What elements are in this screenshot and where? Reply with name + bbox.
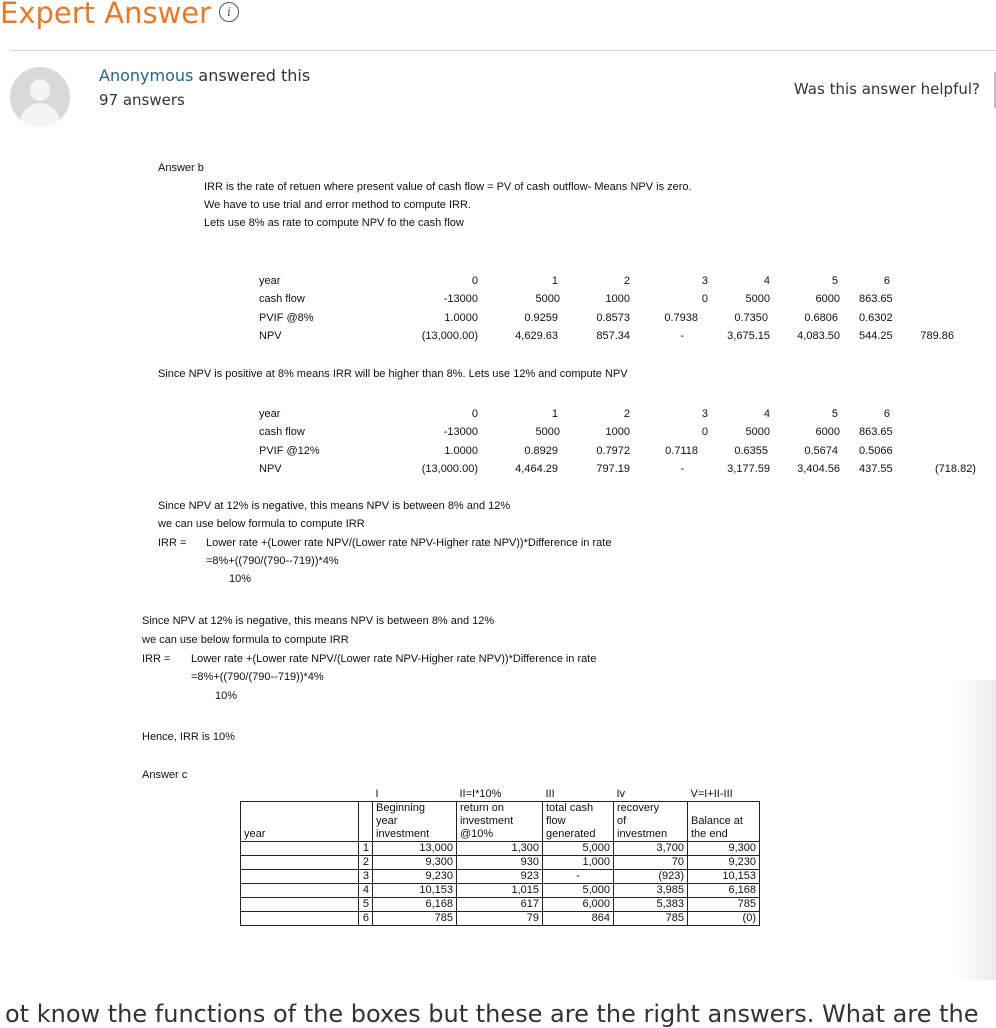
irr-calc: =8%+((790/(790--719))*4% [206,555,339,567]
column-header [688,802,760,816]
info-icon[interactable]: i [219,2,239,22]
table-cell: 785 [614,912,688,926]
table-cell: 1 [359,842,373,856]
column-header: generated [543,828,614,842]
column-header: @10% [457,828,543,842]
row-label: NPV [259,463,282,475]
table-row [241,842,760,856]
table-cell: 5000 [745,426,770,438]
header-divider [10,50,996,51]
table-cell: 923 [457,870,543,884]
irr-formula: Lower rate +(Lower rate NPV/(Lower rate NPV-Higher rate NPV))*Difference in rate [191,653,597,665]
row-label: cash flow [259,293,305,305]
table-cell: 0.7118 [665,445,698,457]
table-cell: 1,000 [543,856,614,870]
table-cell: 1,015 [457,884,543,898]
author-link[interactable]: Anonymous [99,66,194,85]
column-header: investment [457,815,543,828]
column-header: of [614,815,688,828]
paragraph: Since NPV at 12% is negative, this means NPV is between 8% and 12% [142,615,495,627]
answer-b-heading: Answer b [158,162,204,174]
column-header: Beginning [373,802,457,816]
table-cell: 4 [763,408,770,420]
table-cell: 1 [551,408,558,420]
row-label: year [259,408,281,420]
table-cell: 1 [551,275,558,287]
intro-line: IRR is the rate of retuen where present value of cash flow = PV of cash outflow- Means NPV is zero. [204,181,692,193]
column-header: Iv [616,788,626,800]
row-label: year [259,275,281,287]
table-cell: 0.5674 [804,445,838,457]
table-cell: 0.6355 [734,445,768,457]
table-cell: 5000 [535,293,560,305]
table-cell: 0.7972 [596,445,630,457]
table-cell: - [680,463,684,475]
table-row [241,912,760,926]
table-cell: 4,083.50 [797,330,840,342]
table-cell: 3 [701,408,708,420]
table-cell: 9,230 [688,856,760,870]
column-header: flow [543,815,614,828]
table-cell: 70 [614,856,688,870]
paragraph: Since NPV is positive at 8% means IRR will be higher than 8%. Lets use 12% and compute NPV [158,368,628,380]
table-cell: 6000 [815,293,840,305]
table-row [241,884,760,898]
table-cell: 785 [373,912,457,926]
table-cell: 1000 [605,293,630,305]
table-cell: 863.65 [859,426,893,438]
author-suffix: answered this [193,66,311,85]
page-title [0,0,239,30]
table-cell: 1,300 [457,842,543,856]
table-cell: 6,168 [373,898,457,912]
table-cell: 3,177.59 [727,463,770,475]
column-header: I [375,788,379,800]
table-cell: 0.5066 [859,445,893,457]
column-header: the end [688,828,760,842]
column-header: investment [373,828,457,842]
table-cell: 79 [457,912,543,926]
column-header: III [545,788,555,800]
page-title-text: Expert Answer [0,0,212,30]
table-cell: 0.7350 [734,312,768,324]
row-label: PVIF @12% [259,445,320,457]
table-cell: 0.6806 [804,312,838,324]
avatar [10,67,70,127]
table-cell: 617 [457,898,543,912]
table-cell: 6,168 [688,884,760,898]
table-cell: 10,153 [373,884,457,898]
table-cell: 3,700 [614,842,688,856]
table-cell: 0 [701,426,708,438]
table-cell: 5 [359,898,373,912]
table-cell: - [680,330,684,342]
comment-text: ot know the functions of the boxes but these are the right answers. What are the [5,1000,979,1028]
table-cell: -13000 [443,293,478,305]
table-cell: 930 [457,856,543,870]
table-cell: 3,404.56 [797,463,840,475]
table-cell: (13,000.00) [421,330,478,342]
table-cell: 0.8929 [524,445,558,457]
recovery-table [240,788,760,926]
irr-calc: =8%+((790/(790--719))*4% [191,671,324,683]
table-cell: 6,000 [543,898,614,912]
table-cell: 6 [883,275,890,287]
row-label: NPV [259,330,282,342]
table-cell: 1.0000 [444,445,478,457]
paragraph: we can use below formula to compute IRR [158,518,365,530]
edge-shadow [956,680,996,980]
table-cell: 1.0000 [444,312,478,324]
table-row [241,856,760,870]
table-cell: 0 [701,293,708,305]
table-cell: 5,000 [543,842,614,856]
table-cell: 5,000 [543,884,614,898]
table-cell: 785 [688,898,760,912]
table-cell: 5000 [535,426,560,438]
table-cell: 3 [701,275,708,287]
conclusion: Hence, IRR is 10% [142,731,235,743]
irr-result: 10% [229,573,252,585]
irr-label: IRR = [158,537,187,549]
table-cell: 2 [623,408,630,420]
table-cell: 0.6302 [859,312,893,324]
table-row [241,898,760,912]
table-cell: 4 [359,884,373,898]
row-label: PVIF @8% [259,312,314,324]
paragraph: we can use below formula to compute IRR [142,634,349,646]
table-cell: 10,153 [688,870,760,884]
paragraph: Since NPV at 12% is negative, this means NPV is between 8% and 12% [158,500,511,512]
column-header: total cash [543,802,614,816]
table-cell: 797.19 [596,463,630,475]
table-cell: 2 [623,275,630,287]
irr-label: IRR = [142,653,171,665]
column-header: recovery [614,802,688,816]
table-cell: 863.65 [859,293,893,305]
helpful-prompt: Was this answer helpful? [793,80,980,98]
table-cell: 6 [883,408,890,420]
table-cell: 0 [471,408,478,420]
table-cell: 544.25 [859,330,893,342]
table-cell: 5 [831,275,838,287]
table-cell: 6000 [815,426,840,438]
table-cell: 1000 [605,426,630,438]
npv-total: 789.86 [920,330,954,342]
column-header: Balance at [688,815,760,828]
table-cell: 5 [831,408,838,420]
irr-result: 10% [215,690,238,702]
table-cell: 4,464.29 [515,463,558,475]
table-cell: 864 [543,912,614,926]
table-cell: 4,629.63 [515,330,558,342]
table-cell: -13000 [443,426,478,438]
author-line [99,66,310,85]
table-cell: 4 [763,275,770,287]
answers-count: 97 answers [99,91,185,109]
table-cell: 857.34 [596,330,630,342]
table-cell: 437.55 [859,463,893,475]
table-cell: 0 [471,275,478,287]
column-header: II=I*10% [459,788,502,800]
table-cell: (0) [688,912,760,926]
table-cell: 3,985 [614,884,688,898]
table-row [241,870,760,884]
npv-total: (718.82) [935,463,976,475]
table-cell: 0.7938 [664,312,698,324]
table-cell: 5000 [745,293,770,305]
irr-formula: Lower rate +(Lower rate NPV/(Lower rate NPV-Higher rate NPV))*Difference in rate [206,537,612,549]
column-header: year [373,815,457,828]
table-cell: 0.9259 [524,312,558,324]
answer-c-heading: Answer c [142,769,188,781]
column-header: V=I+II-III [690,788,733,800]
intro-line: Lets use 8% as rate to compute NPV fo the cash flow [204,217,464,229]
table-cell: 2 [359,856,373,870]
table-cell: 9,300 [373,856,457,870]
table-cell: (923) [614,870,688,884]
table-cell: 5,383 [614,898,688,912]
table-cell: 6 [359,912,373,926]
table-cell: (13,000.00) [421,463,478,475]
year-header: year [241,828,359,842]
table-cell: 3 [359,870,373,884]
row-label: cash flow [259,426,305,438]
table-cell: - [543,870,614,884]
intro-line: We have to use trial and error method to compute IRR. [204,199,471,211]
table-cell: 3,675.15 [727,330,770,342]
table-cell: 0.8573 [596,312,630,324]
table-cell: 13,000 [373,842,457,856]
table-cell: 9,300 [688,842,760,856]
column-header: investmen [614,828,688,842]
table-cell: 9,230 [373,870,457,884]
column-header: return on [457,802,543,816]
